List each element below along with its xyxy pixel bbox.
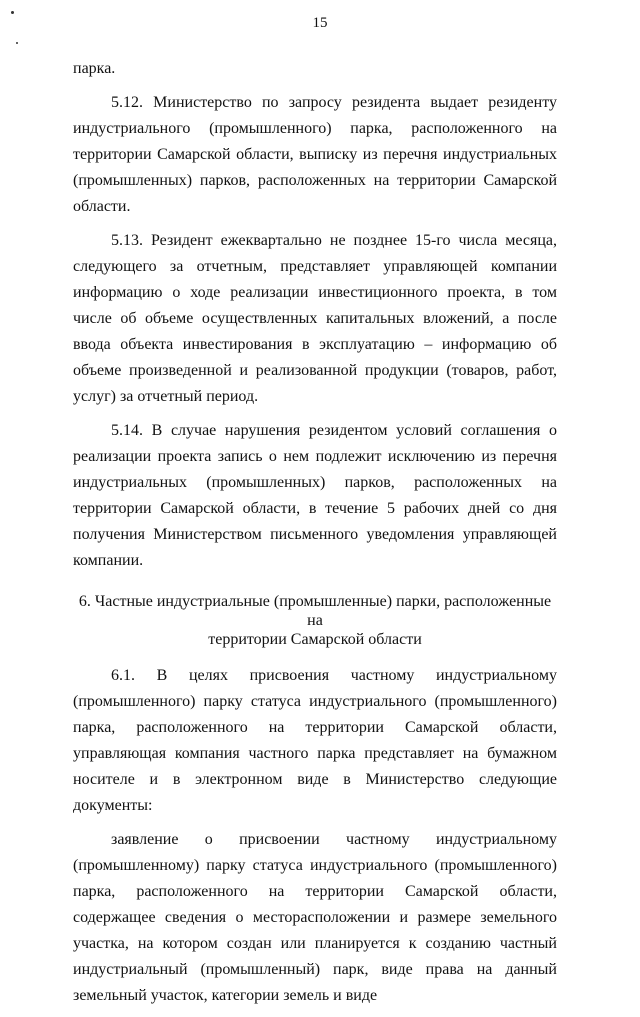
section-heading-line-2: территории Самарской области — [208, 631, 422, 648]
paragraph-5-13: 5.13. Резидент ежеквартально не позднее 15-го числа месяца, следующего за отчетным, представляет управляющей компании информацию о ходе реализации инвестиционного проекта, в том числе об объеме осуществленных капитальных вложений, а после ввода объекта инвестирования в эксплуатацию – информацию об объеме произведенной и реализованной продукции (товаров, работ, услуг) за отчетный период. — [73, 232, 557, 405]
paragraph-continuation: парка. — [73, 60, 116, 77]
paragraph-application: заявление о присвоении частному индустриальному (промышленному) парку статуса индустриального (промышленного) парка, расположенного на территории Самарской области, содержащее сведения о месторасположении и размере земельного участка, на котором создан или планируется к созданию частный индустриальный (промышленный) парк, виде права на данный земельный участок, категории земель и виде — [73, 831, 557, 1004]
scan-speck — [11, 11, 14, 14]
document-body — [73, 56, 557, 1017]
section-6-heading — [73, 592, 557, 649]
section-heading-line-1: 6. Частные индустриальные (промышленные) парки, расположенные на — [78, 593, 552, 629]
scan-speck — [16, 42, 18, 44]
paragraph-6-1: 6.1. В целях присвоения частному индустриальному (промышленного) парку статуса индустриального (промышленного) парка, расположенного на территории Самарской области, управляющая компания частного парка представляет на бумажном носителе и в электронном виде в Министерство следующие документы: — [73, 667, 557, 814]
paragraph-5-14: 5.14. В случае нарушения резидентом условий соглашения о реализации проекта запись о нем подлежит исключению из перечня индустриальных (промышленных) парков, расположенных на территории Самарской области, в течение 5 рабочих дней со дня получения Министерством письменного уведомления управляющей компании. — [73, 422, 557, 569]
paragraph-5-12: 5.12. Министерство по запросу резидента выдает резиденту индустриального (промышленного) парка, расположенного на территории Самарской области, выписку из перечня индустриальных (промышленных) парков, расположенных на территории Самарской области. — [73, 94, 557, 215]
page-number: 15 — [312, 15, 328, 31]
